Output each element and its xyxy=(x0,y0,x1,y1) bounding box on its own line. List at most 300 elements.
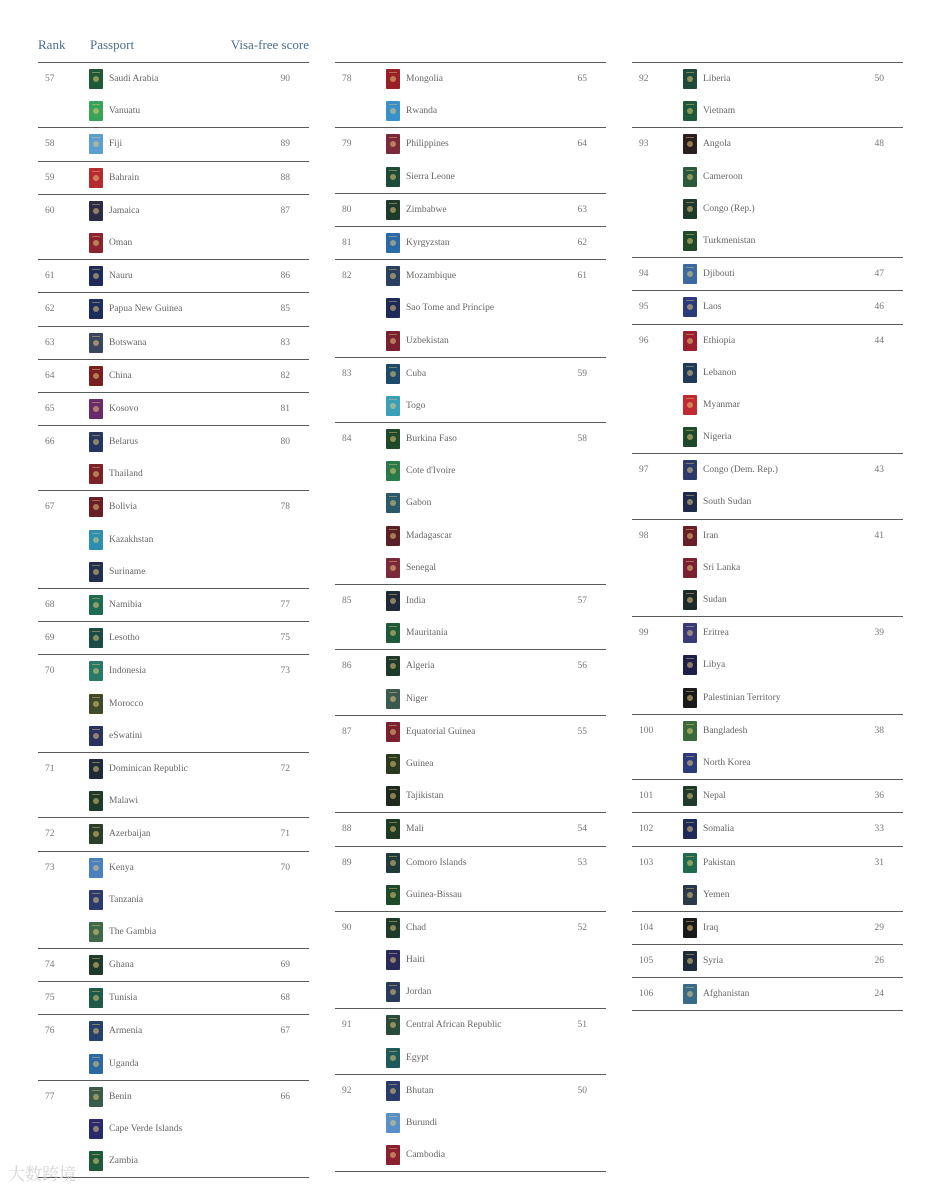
table-row xyxy=(335,194,606,226)
country-name: Libya xyxy=(703,660,726,671)
rank-group xyxy=(335,1008,606,1073)
table-row xyxy=(632,63,903,95)
rank-value: 99 xyxy=(639,628,649,639)
score-column-header: Visa-free score xyxy=(230,37,309,52)
country-name: Iraq xyxy=(703,922,719,933)
rank-group xyxy=(632,911,903,944)
rank-group xyxy=(38,752,309,817)
rank-value: 80 xyxy=(342,204,352,215)
passport-cover-icon xyxy=(89,69,103,89)
visa-free-score: 63 xyxy=(577,204,587,215)
country-name: Morocco xyxy=(109,698,144,709)
passport-cover-icon xyxy=(386,364,400,384)
rank-value: 62 xyxy=(45,304,55,315)
country-name: Benin xyxy=(109,1091,132,1102)
country-name: Cote d'Ivoire xyxy=(406,466,456,477)
country-name: Somalia xyxy=(703,824,735,835)
visa-free-score: 44 xyxy=(874,335,884,346)
visa-free-score: 90 xyxy=(280,74,290,84)
country-name: Ethiopia xyxy=(703,335,736,346)
country-name: Sri Lanka xyxy=(703,562,741,573)
rank-group xyxy=(335,584,606,649)
rank-group xyxy=(335,715,606,813)
country-name: Tanzania xyxy=(109,894,144,905)
passport-cover-icon xyxy=(89,134,103,154)
rank-group xyxy=(38,127,309,160)
country-name: Tunisia xyxy=(109,993,138,1004)
rank-value: 93 xyxy=(639,139,649,150)
table-row xyxy=(335,1139,606,1171)
visa-free-score: 50 xyxy=(874,74,884,84)
visa-free-score: 89 xyxy=(280,139,290,150)
country-name: Eritrea xyxy=(703,628,729,639)
rank-value: 92 xyxy=(342,1085,352,1096)
country-name: Madagascar xyxy=(406,530,452,541)
rank-value: 101 xyxy=(639,791,654,802)
country-name: Sudan xyxy=(703,595,727,605)
country-name: Rwanda xyxy=(406,106,438,117)
rank-group xyxy=(335,911,606,1009)
table-row xyxy=(38,63,309,95)
rank-value: 92 xyxy=(639,74,649,84)
table-row xyxy=(335,552,606,584)
table-row xyxy=(38,491,309,523)
rank-column-header: Rank xyxy=(38,37,66,52)
table-row xyxy=(38,982,309,1014)
visa-free-score: 26 xyxy=(874,956,884,967)
country-name: Sao Tome and Principe xyxy=(406,303,495,314)
country-name: Azerbaijan xyxy=(109,829,151,840)
visa-free-score: 66 xyxy=(280,1091,290,1102)
table-row xyxy=(335,748,606,780)
table-row xyxy=(38,162,309,194)
table-row xyxy=(38,1145,309,1177)
rank-value: 73 xyxy=(45,862,55,873)
table-row xyxy=(38,426,309,458)
country-name: Botswana xyxy=(109,337,147,348)
table-row xyxy=(632,95,903,127)
table-row xyxy=(335,1107,606,1139)
passport-cover-icon xyxy=(89,497,103,517)
rank-group xyxy=(632,62,903,127)
country-name: Central African Republic xyxy=(406,1020,502,1031)
passport-cover-icon xyxy=(89,530,103,550)
table-row xyxy=(632,912,903,944)
country-name: Laos xyxy=(703,302,722,313)
visa-free-score: 55 xyxy=(577,726,587,737)
country-name: Sierra Leone xyxy=(406,171,455,182)
rank-value: 85 xyxy=(342,596,352,606)
table-row xyxy=(335,650,606,682)
table-row xyxy=(335,716,606,748)
rank-group xyxy=(335,846,606,911)
passport-cover-icon xyxy=(89,201,103,221)
country-name: Kazakhstan xyxy=(109,534,154,545)
passport-cover-icon xyxy=(89,890,103,910)
visa-free-score: 62 xyxy=(577,237,587,248)
country-name: Senegal xyxy=(406,562,437,573)
country-name: Lesotho xyxy=(109,633,140,644)
rank-group xyxy=(38,359,309,392)
passport-cover-icon xyxy=(89,266,103,286)
table-row xyxy=(38,1048,309,1080)
country-name: Congo (Rep.) xyxy=(703,203,755,214)
passport-cover-icon xyxy=(386,101,400,121)
rank-value: 74 xyxy=(45,960,55,971)
country-name: Yemen xyxy=(703,889,730,900)
table-row xyxy=(632,325,903,357)
passport-cover-icon xyxy=(683,526,697,546)
passport-cover-icon xyxy=(89,759,103,779)
country-name: Nigeria xyxy=(703,432,732,443)
rank-group xyxy=(38,588,309,621)
visa-free-score: 86 xyxy=(280,271,290,282)
passport-cover-icon xyxy=(683,688,697,708)
visa-free-score: 82 xyxy=(280,370,290,381)
country-name: Jamaica xyxy=(109,205,140,216)
rank-group xyxy=(38,62,309,127)
table-row xyxy=(632,978,903,1010)
country-name: Jordan xyxy=(406,987,432,998)
table-row xyxy=(335,487,606,519)
rank-group xyxy=(38,1080,309,1179)
rank-value: 78 xyxy=(342,74,352,84)
country-name: Vietnam xyxy=(703,106,736,117)
rank-group xyxy=(335,259,606,357)
passport-cover-icon xyxy=(89,922,103,942)
rank-value: 64 xyxy=(45,370,55,381)
rank-value: 75 xyxy=(45,993,55,1004)
country-name: eSwatini xyxy=(109,730,143,741)
table-row xyxy=(38,753,309,785)
passport-cover-icon xyxy=(386,786,400,806)
passport-cover-icon xyxy=(683,590,697,610)
passport-cover-icon xyxy=(89,101,103,121)
rank-value: 57 xyxy=(45,74,55,84)
rank-value: 103 xyxy=(639,857,654,868)
passport-cover-icon xyxy=(386,331,400,351)
table-row xyxy=(335,944,606,976)
rank-group xyxy=(632,977,903,1011)
table-row xyxy=(38,884,309,916)
passport-cover-icon xyxy=(683,460,697,480)
rank-group xyxy=(38,326,309,359)
rank-group xyxy=(335,127,606,192)
passport-cover-icon xyxy=(89,366,103,386)
passport-cover-icon xyxy=(386,754,400,774)
rank-group xyxy=(335,62,606,127)
passport-cover-icon xyxy=(683,918,697,938)
country-name: Syria xyxy=(703,956,724,967)
table-row xyxy=(38,458,309,490)
table-row xyxy=(335,423,606,455)
rank-value: 86 xyxy=(342,661,352,672)
rank-value: 59 xyxy=(45,172,55,183)
rank-group xyxy=(335,812,606,845)
rank-group xyxy=(38,425,309,490)
country-name: Belarus xyxy=(109,437,139,448)
rank-value: 89 xyxy=(342,857,352,868)
country-name: Mozambique xyxy=(406,271,457,282)
visa-free-score: 31 xyxy=(874,857,884,868)
passport-cover-icon xyxy=(683,199,697,219)
country-name: Palestinian Territory xyxy=(703,692,781,703)
rank-value: 106 xyxy=(639,989,654,1000)
table-row xyxy=(632,879,903,911)
country-name: The Gambia xyxy=(109,926,157,937)
country-name: Kosovo xyxy=(109,403,139,414)
rank-value: 76 xyxy=(45,1026,55,1037)
passport-cover-icon xyxy=(89,432,103,452)
visa-free-score: 85 xyxy=(280,304,290,315)
table-row xyxy=(38,360,309,392)
table-row xyxy=(632,193,903,225)
passport-cover-icon xyxy=(89,1151,103,1171)
rank-group xyxy=(632,257,903,290)
passport-cover-icon xyxy=(386,853,400,873)
country-name: Haiti xyxy=(406,955,425,966)
passport-cover-icon xyxy=(89,955,103,975)
passport-cover-icon xyxy=(89,1054,103,1074)
visa-free-score: 71 xyxy=(280,829,290,840)
table-row xyxy=(38,1015,309,1047)
table-row xyxy=(632,161,903,193)
visa-free-score: 68 xyxy=(280,993,290,1004)
rank-group xyxy=(335,226,606,259)
passport-cover-icon xyxy=(683,297,697,317)
visa-free-score: 88 xyxy=(280,172,290,183)
country-name: Togo xyxy=(406,400,426,411)
visa-free-score: 24 xyxy=(874,989,884,1000)
table-row xyxy=(38,393,309,425)
table-row xyxy=(38,1113,309,1145)
country-name: Philippines xyxy=(406,139,449,150)
visa-free-score: 29 xyxy=(874,922,884,933)
passport-cover-icon xyxy=(683,721,697,741)
visa-free-score: 72 xyxy=(280,763,290,774)
visa-free-score: 33 xyxy=(874,824,884,835)
visa-free-score: 54 xyxy=(577,824,587,835)
visa-free-score: 48 xyxy=(874,139,884,150)
country-name: Namibia xyxy=(109,600,142,610)
country-name: Papua New Guinea xyxy=(109,304,183,315)
passport-cover-icon xyxy=(683,167,697,187)
table-row xyxy=(335,683,606,715)
table-row xyxy=(632,258,903,290)
rank-value: 102 xyxy=(639,824,654,835)
country-name: Bahrain xyxy=(109,172,140,183)
passport-cover-icon xyxy=(386,722,400,742)
table-row xyxy=(632,454,903,486)
country-name: Angola xyxy=(703,139,731,150)
table-row xyxy=(632,847,903,879)
country-name: Equatorial Guinea xyxy=(406,726,476,737)
table-row xyxy=(335,780,606,812)
rank-group xyxy=(632,453,903,518)
visa-free-score: 64 xyxy=(577,139,587,150)
rank-group xyxy=(632,324,903,454)
rank-group xyxy=(38,948,309,981)
visa-free-score: 46 xyxy=(874,302,884,313)
rank-value: 66 xyxy=(45,437,55,448)
country-name: China xyxy=(109,370,132,381)
rank-group xyxy=(632,127,903,257)
passport-cover-icon xyxy=(89,1087,103,1107)
country-name: Dominican Republic xyxy=(109,763,188,774)
passport-cover-icon xyxy=(89,233,103,253)
table-row xyxy=(335,813,606,845)
country-name: Zimbabwe xyxy=(406,204,447,215)
country-name: Kenya xyxy=(109,862,134,873)
country-name: Bangladesh xyxy=(703,725,748,736)
passport-cover-icon xyxy=(683,331,697,351)
passport-cover-icon xyxy=(386,134,400,154)
country-name: Armenia xyxy=(109,1026,143,1037)
table-row xyxy=(632,128,903,160)
passport-cover-icon xyxy=(683,623,697,643)
country-name: Cuba xyxy=(406,368,427,379)
visa-free-score: 43 xyxy=(874,465,884,476)
table-row xyxy=(38,195,309,227)
table-row xyxy=(335,617,606,649)
rank-value: 81 xyxy=(342,237,352,248)
country-name: Djibouti xyxy=(703,269,735,280)
visa-free-score: 75 xyxy=(280,633,290,644)
ranking-column-2 xyxy=(335,62,606,1172)
table-row xyxy=(632,617,903,649)
passport-cover-icon xyxy=(683,753,697,773)
table-row xyxy=(632,389,903,421)
rank-value: 104 xyxy=(639,922,654,933)
country-name: Kyrgyzstan xyxy=(406,237,450,248)
table-row xyxy=(38,785,309,817)
table-row xyxy=(632,682,903,714)
table-row xyxy=(335,976,606,1008)
passport-cover-icon xyxy=(386,1081,400,1101)
rank-value: 83 xyxy=(342,368,352,379)
country-name: Iran xyxy=(703,530,719,541)
visa-free-score: 78 xyxy=(280,502,290,513)
country-name: South Sudan xyxy=(703,497,752,508)
rank-value: 70 xyxy=(45,666,55,677)
table-row xyxy=(38,688,309,720)
visa-free-score: 53 xyxy=(577,857,587,868)
passport-cover-icon xyxy=(683,558,697,578)
visa-free-score: 65 xyxy=(577,74,587,84)
visa-free-score: 61 xyxy=(577,271,587,282)
table-row xyxy=(632,813,903,845)
table-row xyxy=(335,455,606,487)
rank-group xyxy=(632,290,903,323)
passport-cover-icon xyxy=(89,661,103,681)
rank-group xyxy=(38,194,309,259)
passport-cover-icon xyxy=(386,429,400,449)
passport-cover-icon xyxy=(386,656,400,676)
rank-group xyxy=(632,714,903,779)
table-row xyxy=(335,325,606,357)
rank-value: 82 xyxy=(342,271,352,282)
country-name: Oman xyxy=(109,237,133,248)
visa-free-score: 67 xyxy=(280,1026,290,1037)
passport-cover-icon xyxy=(683,786,697,806)
country-name: Saudi Arabia xyxy=(109,74,159,84)
passport-cover-icon xyxy=(683,655,697,675)
passport-cover-icon xyxy=(386,233,400,253)
table-row xyxy=(335,1075,606,1107)
table-row xyxy=(335,227,606,259)
rank-group xyxy=(38,654,309,752)
country-name: Afghanistan xyxy=(703,989,750,1000)
rank-value: 96 xyxy=(639,335,649,346)
passport-cover-icon xyxy=(683,134,697,154)
country-name: Uzbekistan xyxy=(406,335,449,346)
passport-cover-icon xyxy=(683,984,697,1004)
passport-cover-icon xyxy=(386,819,400,839)
table-row xyxy=(335,879,606,911)
country-name: Indonesia xyxy=(109,666,146,677)
passport-cover-icon xyxy=(89,333,103,353)
rank-group xyxy=(38,292,309,325)
rank-group xyxy=(632,519,903,617)
country-name: Bhutan xyxy=(406,1085,434,1096)
passport-cover-icon xyxy=(683,853,697,873)
rank-group xyxy=(38,1014,309,1079)
rank-group xyxy=(38,490,309,588)
country-name: Cape Verde Islands xyxy=(109,1124,183,1134)
table-row xyxy=(38,949,309,981)
visa-free-score: 73 xyxy=(280,666,290,677)
passport-cover-icon xyxy=(386,493,400,513)
table-row xyxy=(335,95,606,127)
country-name: Congo (Dem. Rep.) xyxy=(703,465,778,476)
passport-cover-icon xyxy=(386,396,400,416)
country-name: Myanmar xyxy=(703,399,740,410)
country-name: Fiji xyxy=(109,139,123,150)
passport-cover-icon xyxy=(89,694,103,714)
rank-value: 79 xyxy=(342,139,352,150)
passport-cover-icon xyxy=(386,266,400,286)
visa-free-score: 77 xyxy=(280,600,290,610)
table-row xyxy=(335,847,606,879)
rank-value: 71 xyxy=(45,763,55,774)
table-row xyxy=(38,327,309,359)
country-name: Liberia xyxy=(703,74,731,84)
table-row xyxy=(38,622,309,654)
visa-free-score: 47 xyxy=(874,269,884,280)
visa-free-score: 81 xyxy=(280,403,290,414)
passport-cover-icon xyxy=(683,427,697,447)
table-row xyxy=(335,520,606,552)
passport-cover-icon xyxy=(89,299,103,319)
passport-cover-icon xyxy=(683,492,697,512)
passport-cover-icon xyxy=(386,1145,400,1165)
table-row xyxy=(38,655,309,687)
passport-cover-icon xyxy=(89,628,103,648)
country-name: Guinea xyxy=(406,758,434,769)
passport-cover-icon xyxy=(683,951,697,971)
visa-free-score: 36 xyxy=(874,791,884,802)
table-row xyxy=(335,912,606,944)
rank-value: 94 xyxy=(639,269,649,280)
table-row xyxy=(632,780,903,812)
rank-value: 72 xyxy=(45,829,55,840)
table-row xyxy=(632,747,903,779)
passport-cover-icon xyxy=(386,526,400,546)
table-row xyxy=(632,945,903,977)
rank-value: 100 xyxy=(639,725,654,736)
country-name: Mongolia xyxy=(406,74,443,84)
visa-free-score: 38 xyxy=(874,725,884,736)
